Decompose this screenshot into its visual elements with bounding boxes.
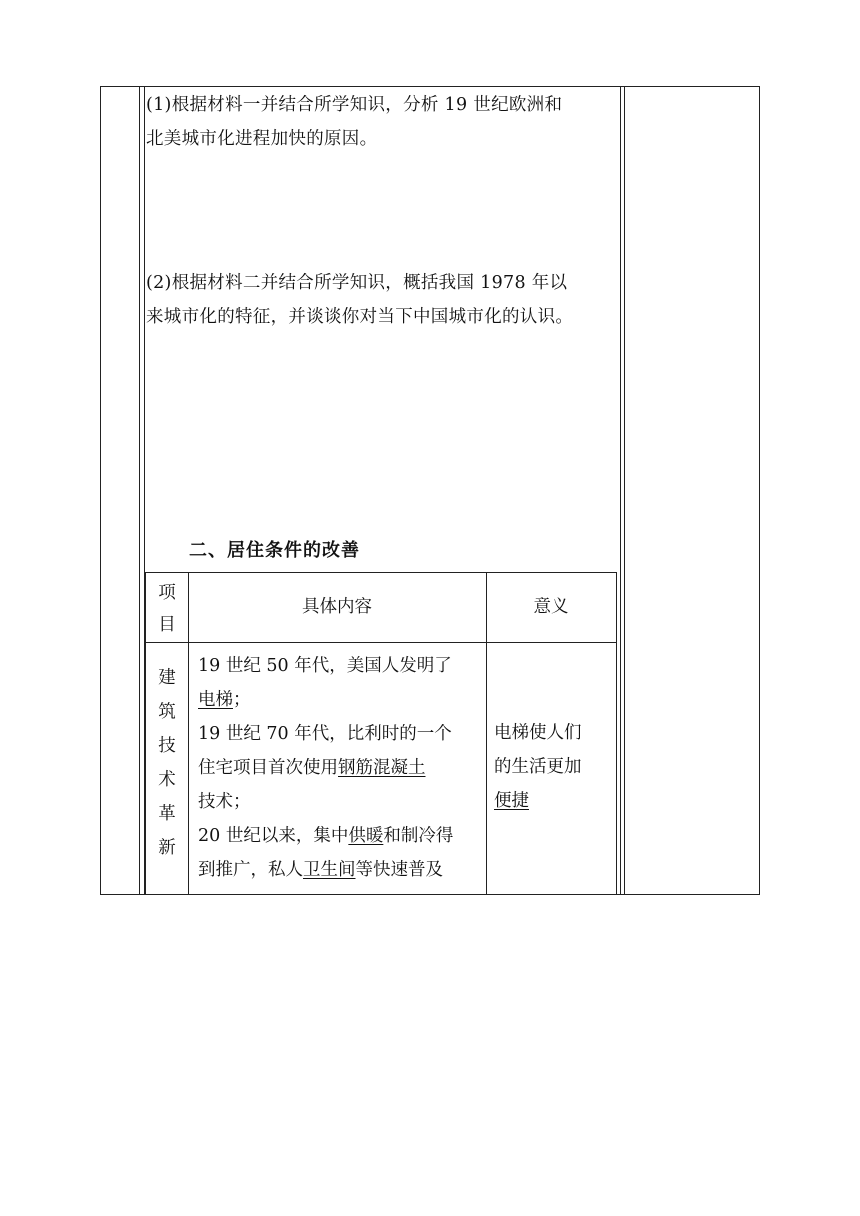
content-line xyxy=(198,853,484,887)
header-item xyxy=(146,577,188,641)
content-text: 等快速普及 xyxy=(355,860,443,880)
question-1 xyxy=(146,88,616,156)
content-text: 到推广，私人 xyxy=(198,860,303,880)
question-1-line-2: 北美城市化进程加快的原因。 xyxy=(146,129,378,149)
header-divider xyxy=(146,642,616,643)
content-text: 和制冷得 xyxy=(383,826,454,846)
row-item-char: 革 xyxy=(158,804,176,824)
question-2-line-1: (2)根据材料二并结合所学知识，概括我国 1978 年以 xyxy=(146,273,568,293)
content-line: 19 世纪 70 年代，比利时的一个 xyxy=(198,724,452,744)
meaning-line xyxy=(494,784,616,818)
row-content xyxy=(198,649,484,887)
row-item-label xyxy=(146,661,188,865)
content-text: ； xyxy=(233,690,251,710)
meaning-line: 电梯使人们 xyxy=(494,723,582,743)
content-line: 19 世纪 50 年代，美国人发明了 xyxy=(198,656,452,676)
header-meaning: 意义 xyxy=(533,597,569,617)
content-line xyxy=(198,819,484,853)
row-meaning xyxy=(494,716,616,818)
row-item-char: 技 xyxy=(158,736,176,756)
column-divider xyxy=(624,87,625,894)
keyword-elevator: 电梯 xyxy=(198,690,233,710)
content-line: 技术； xyxy=(198,792,251,812)
content-text: 住宅项目首次使用 xyxy=(198,758,338,778)
question-2-line-2: 来城市化的特征，并谈谈你对当下中国城市化的认识。 xyxy=(146,307,574,327)
living-conditions-table xyxy=(145,572,617,895)
row-item-char: 术 xyxy=(158,770,176,790)
row-item-char: 筑 xyxy=(158,702,176,722)
row-item-char: 建 xyxy=(158,668,176,688)
header-item-char: 目 xyxy=(158,615,176,635)
content-line xyxy=(198,751,484,785)
header-item-char: 项 xyxy=(158,583,176,603)
meaning-line: 的生活更加 xyxy=(494,757,582,777)
row-item-char: 新 xyxy=(158,838,176,858)
section-title: 二、居住条件的改善 xyxy=(189,540,360,561)
content-line xyxy=(198,683,484,717)
header-content: 具体内容 xyxy=(302,597,372,617)
question-1-line-1: (1)根据材料一并结合所学知识，分析 19 世纪欧洲和 xyxy=(146,95,563,115)
column-divider xyxy=(620,87,621,894)
keyword-bathroom: 卫生间 xyxy=(303,860,356,880)
question-2 xyxy=(146,266,616,334)
content-text: 20 世纪以来，集中 xyxy=(198,826,349,846)
column-divider xyxy=(139,87,140,894)
keyword-concrete: 钢筋混凝土 xyxy=(338,758,426,778)
keyword-heating: 供暖 xyxy=(348,826,384,846)
keyword-convenient: 便捷 xyxy=(494,791,529,811)
